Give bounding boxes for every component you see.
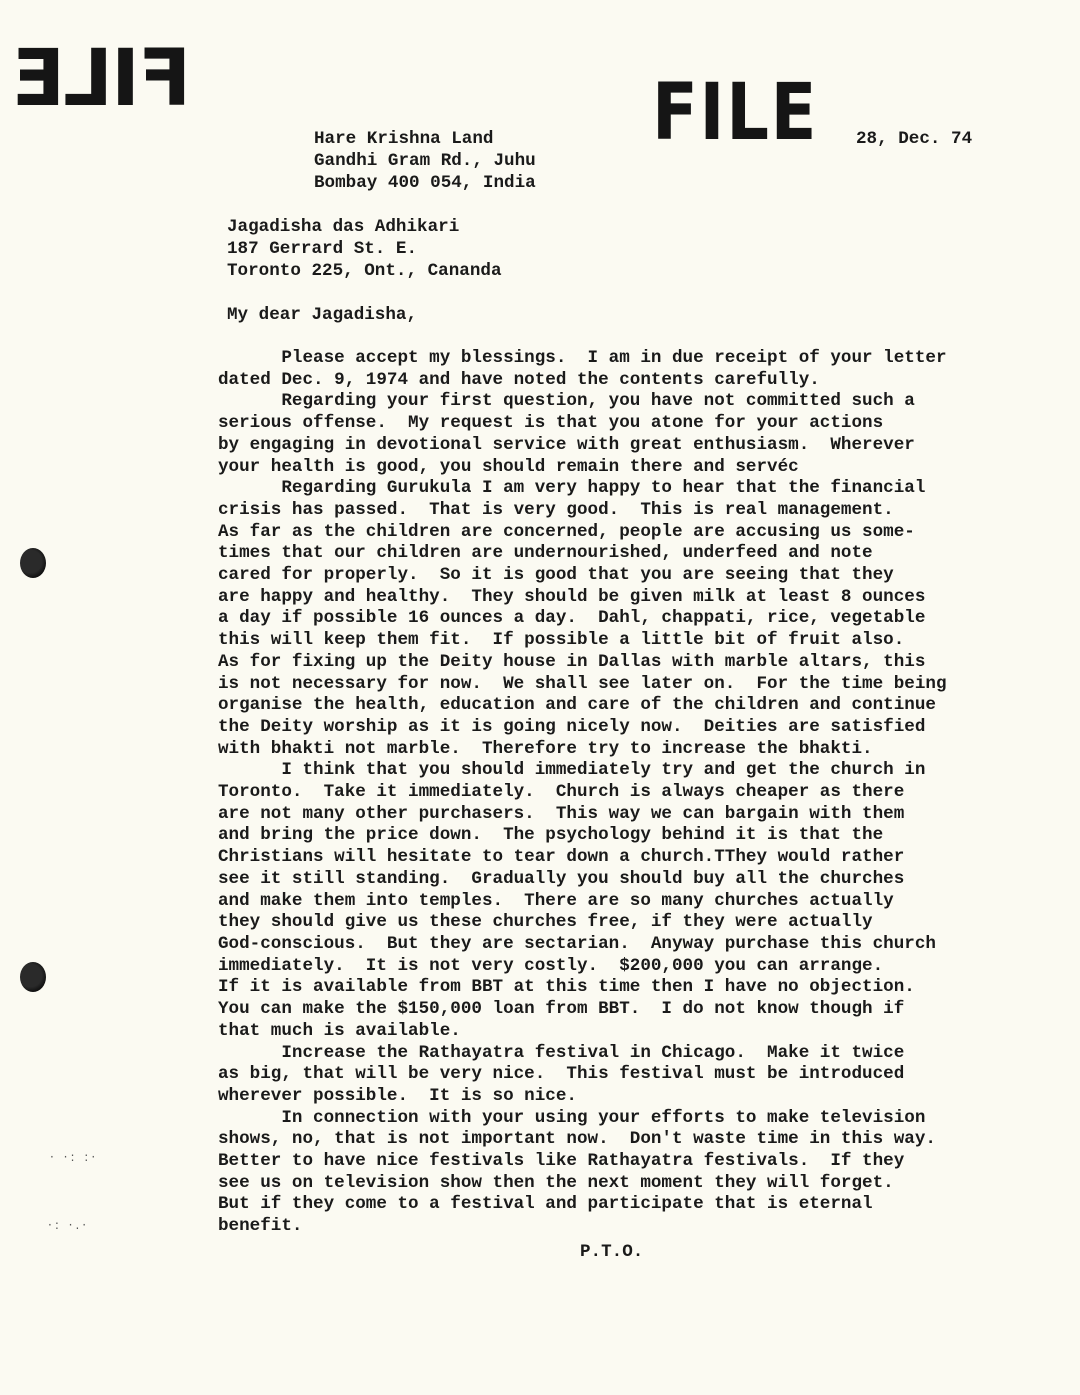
- body-line: are happy and healthy. They should be given milk at least 8 ounces: [218, 586, 926, 607]
- body-line: cared for properly. So it is good that you are seeing that they: [218, 565, 894, 586]
- body-line: In connection with your using your efforts to make television: [218, 1107, 926, 1128]
- body-line: and bring the price down. The psychology behind it is that the: [218, 825, 884, 846]
- body-line: is not necessary for now. We shall see later on. For the time being: [218, 673, 947, 694]
- body-line: benefit.: [218, 1216, 303, 1237]
- body-line: see us on television show then the next moment they will forget.: [218, 1172, 894, 1193]
- body-line: Regarding Gurukula I am very happy to hear that the financial: [218, 478, 926, 499]
- letter-body: [218, 348, 998, 1238]
- body-line: by engaging in devotional service with great enthusiasm. Wherever: [218, 434, 915, 455]
- body-line: I think that you should immediately try and get the church in: [218, 760, 926, 781]
- sender-address-line: Gandhi Gram Rd., Juhu: [314, 151, 536, 171]
- recipient-address-line: Toronto 225, Ont., Cananda: [227, 261, 502, 281]
- file-stamp: FILE: [652, 68, 819, 158]
- body-line: crisis has passed. That is very good. This is real management.: [218, 499, 894, 520]
- body-line: Please accept my blessings. I am in due receipt of your letter: [218, 348, 947, 368]
- body-line: with bhakti not marble. Therefore try to increase the bhakti.: [218, 738, 873, 759]
- pto-note: P.T.O.: [580, 1242, 644, 1262]
- body-line: your health is good, you should remain there and servéc: [218, 456, 799, 477]
- sender-address-line: Hare Krishna Land: [314, 129, 494, 149]
- body-line: God-conscious. But they are sectarian. Anyway purchase this church: [218, 933, 936, 954]
- body-line: Better to have nice festivals like Rathayatra festivals. If they: [218, 1151, 905, 1172]
- body-line: You can make the $150,000 loan from BBT. I do not know though if: [218, 999, 905, 1020]
- body-line: As far as the children are concerned, people are accusing us some-: [218, 521, 915, 542]
- salutation: My dear Jagadisha,: [227, 305, 418, 325]
- recipient-address: [227, 216, 502, 282]
- scan-speckle: ·: ·.·: [48, 1218, 90, 1232]
- body-line: that much is available.: [218, 1020, 461, 1041]
- body-line: they should give us these churches free, if they were actually: [218, 912, 873, 933]
- body-line: are not many other purchasers. This way we can bargain with them: [218, 803, 905, 824]
- body-line: see it still standing. Gradually you should buy all the churches: [218, 868, 905, 889]
- scan-speckle: · ·: :·: [50, 1150, 99, 1164]
- body-line: But if they come to a festival and participate that is eternal: [218, 1194, 873, 1215]
- body-line: As for fixing up the Deity house in Dallas with marble altars, this: [218, 651, 926, 672]
- letter-date: 28, Dec. 74: [856, 129, 973, 149]
- body-line: If it is available from BBT at this time then I have no objection.: [218, 977, 915, 998]
- sender-address: [314, 128, 536, 194]
- sender-address-line: Bombay 400 054, India: [314, 173, 536, 193]
- body-line: organise the health, education and care of the children and continue: [218, 695, 936, 716]
- punch-hole: [20, 548, 46, 578]
- body-line: Regarding your first question, you have not committed such a: [218, 391, 915, 412]
- recipient-address-line: 187 Gerrard St. E.: [227, 239, 418, 259]
- body-line: dated Dec. 9, 1974 and have noted the contents carefully.: [218, 369, 820, 390]
- punch-hole: [20, 962, 46, 992]
- body-line: times that our children are undernourished, underfeed and note: [218, 543, 873, 564]
- mirrored-file-stamp: FILE: [14, 34, 192, 124]
- body-line: wherever possible. It is so nice.: [218, 1085, 577, 1106]
- body-line: Christians will hesitate to tear down a church.TThey would rather: [218, 847, 905, 868]
- body-line: a day if possible 16 ounces a day. Dahl, chappati, rice, vegetable: [218, 608, 926, 629]
- body-line: Toronto. Take it immediately. Church is always cheaper as there: [218, 782, 905, 803]
- body-line: the Deity worship as it is going nicely now. Deities are satisfied: [218, 716, 926, 737]
- body-line: immediately. It is not very costly. $200,000 you can arrange.: [218, 955, 884, 976]
- recipient-address-line: Jagadisha das Adhikari: [227, 217, 460, 237]
- body-line: and make them into temples. There are so many churches actually: [218, 890, 894, 911]
- body-line: this will keep them fit. If possible a little bit of fruit also.: [218, 630, 905, 651]
- body-line: Increase the Rathayatra festival in Chicago. Make it twice: [218, 1042, 905, 1063]
- body-line: shows, no, that is not important now. Don't waste time in this way.: [218, 1129, 936, 1150]
- body-line: serious offense. My request is that you atone for your actions: [218, 413, 884, 434]
- body-line: as big, that will be very nice. This festival must be introduced: [218, 1064, 905, 1085]
